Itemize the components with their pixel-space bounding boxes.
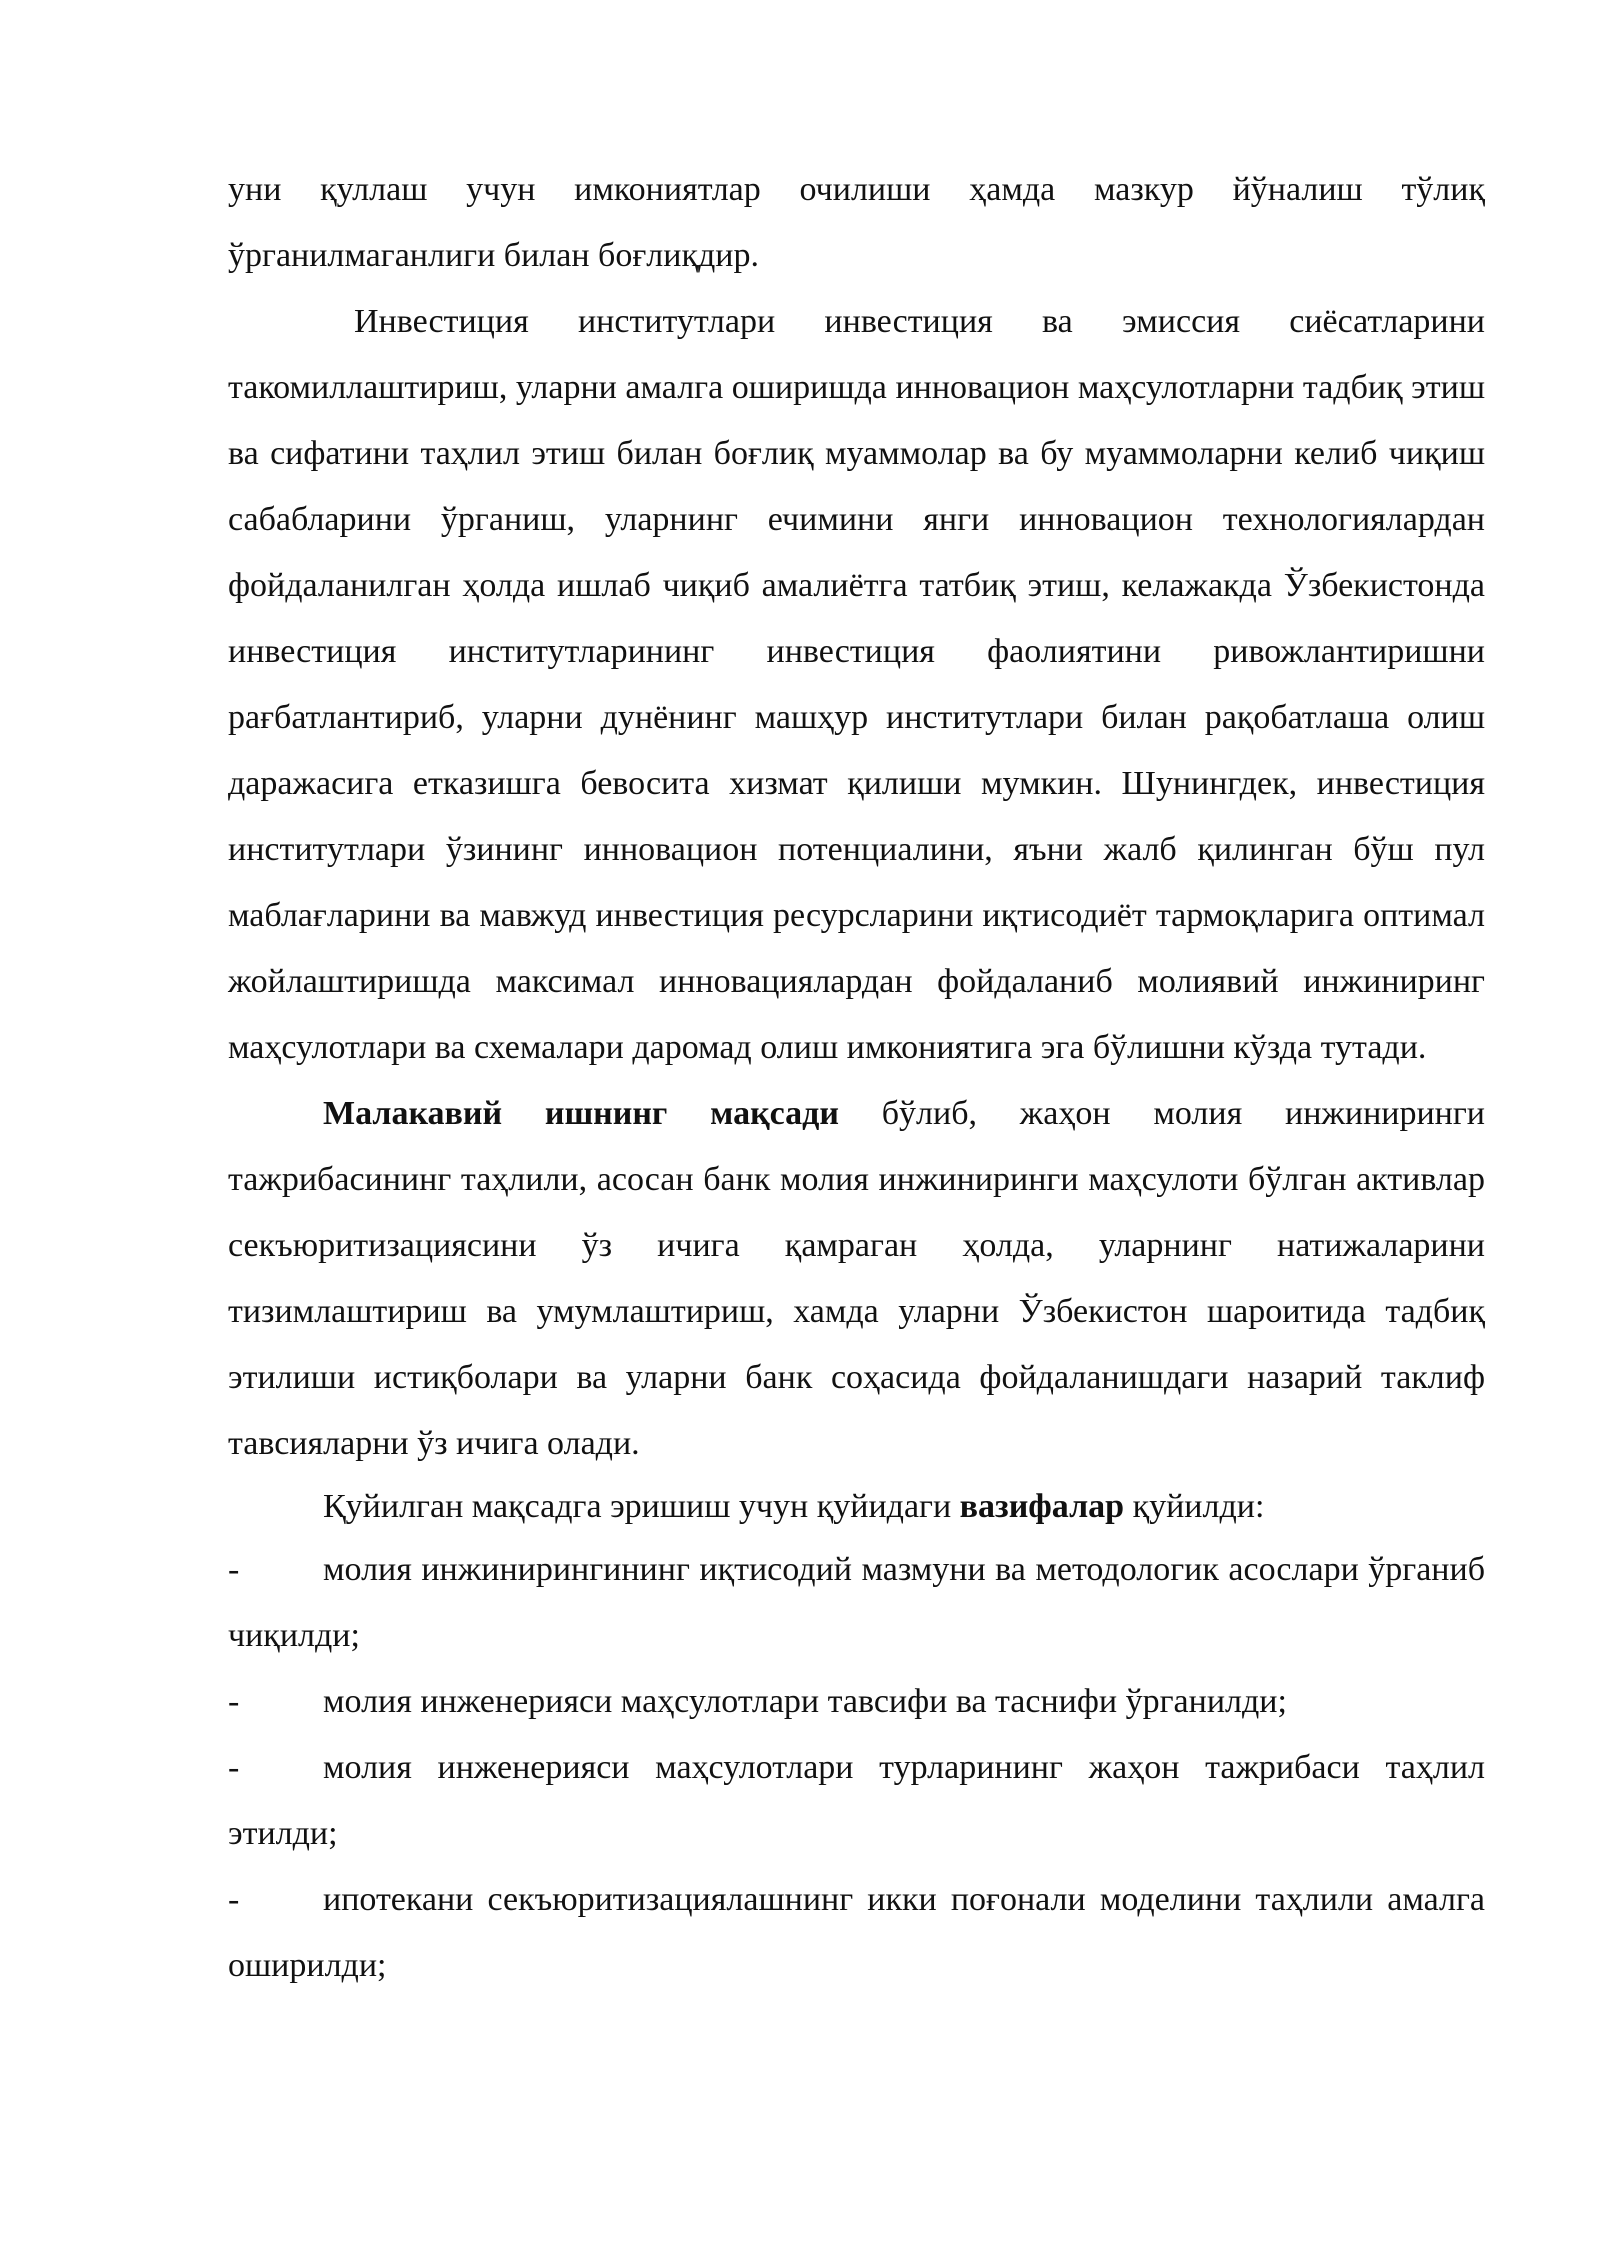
list-item bbox=[228, 1735, 1485, 1867]
list-item-text: молия инжинирингининг иқтисодий мазмуни ва методологик асослари ўрганиб чиқилди; bbox=[228, 1551, 1485, 1654]
paragraph-investment-institutes: Инвестиция институтлари инвестиция ва эмиссия сиёсатларини такомиллаштириш, уларни амалга оширишда инновацион маҳсулотларни тадбиқ этиш ва сифатини таҳлил этиш билан боғлиқ муаммолар ва бу муаммоларни келиб чиқиш сабабларини ўрганиш, уларнинг ечимини янги инновацион технологиялардан фойдаланилган ҳолда ишлаб чиқиб амалиётга татбиқ этиш, келажакда Ўзбекистонда инвестиция институтларининг инвестиция фаолиятини ривожлантиришни рағбатлантириб, уларни дунёнинг машҳур институтлари билан рақобатлаша олиш даражасига етказишга бевосита хизмат қилиши мумкин. Шунингдек, инвестиция институтлари ўзининг инновацион потенциалини, яъни жалб қилинган бўш пул маблағларини ва мавжуд инвестиция ресурсларини иқтисодиёт тармоқларига оптимал жойлаштиришда максимал инновациялардан фойдаланиб молиявий инжиниринг маҳсулотлари ва схемалари даромад олиш имкониятига эга бўлишни кўзда тутади. bbox=[228, 303, 1485, 1066]
list-item-text: ипотекани секъюритизациялашнинг икки поғонали моделини таҳлили амалга оширилди; bbox=[228, 1881, 1485, 1984]
list-item bbox=[228, 1867, 1485, 1999]
list-item-text: молия инженерияси маҳсулотлари турларининг жаҳон тажрибаси таҳлил этилди; bbox=[228, 1749, 1485, 1852]
tasks-keyword: вазифалар bbox=[959, 1488, 1125, 1525]
paragraph-work-goal bbox=[228, 1081, 1485, 1477]
paragraph-continuation: уни қуллаш учун имкониятлар очилиши ҳамда мазкур йўналиш тўлиқ ўрганилмаганлиги билан боғлиқдир. bbox=[228, 171, 1485, 274]
tasks-intro bbox=[228, 1477, 1485, 1537]
tasks-intro-end: қуйилди: bbox=[1124, 1488, 1265, 1525]
work-goal-text: бўлиб, жаҳон молия инжиниринги тажрибасининг таҳлили, асосан банк молия инжиниринги маҳсулоти бўлган активлар секъюритизациясини ўз ичига қамраган ҳолда, уларнинг натижаларини тизимлаштириш ва умумлаштириш, хамда уларни Ўзбекистон шароитида тадбиқ этилиши истиқболари ва уларни банк соҳасида фойдаланишдаги назарий таклиф тавсияларни ўз ичига олади. bbox=[228, 1095, 1485, 1462]
tasks-intro-text: Қуйилган мақсадга эришиш учун қуйидаги bbox=[323, 1488, 960, 1525]
bullet-dash: - bbox=[228, 1683, 240, 1720]
document-page bbox=[228, 157, 1485, 1999]
bullet-dash: - bbox=[228, 1881, 240, 1918]
list-item-text: молия инженерияси маҳсулотлари тавсифи ва таснифи ўрганилди; bbox=[323, 1683, 1287, 1720]
bullet-dash: - bbox=[228, 1551, 240, 1588]
list-item bbox=[228, 1537, 1485, 1669]
bullet-dash: - bbox=[228, 1749, 240, 1786]
work-goal-heading: Малакавий ишнинг мақсади bbox=[323, 1095, 839, 1132]
list-item bbox=[228, 1669, 1485, 1735]
